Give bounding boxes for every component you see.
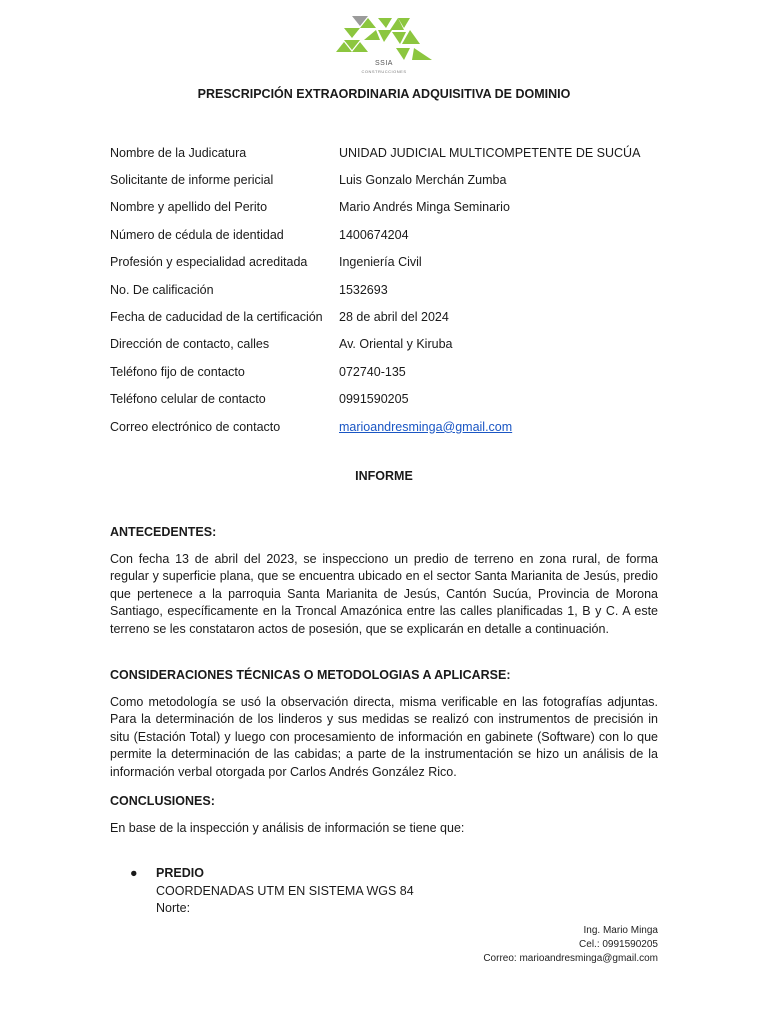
info-label: Nombre y apellido del Perito <box>110 200 268 215</box>
info-label: Nombre de la Judicatura <box>110 145 247 160</box>
info-row <box>110 139 670 166</box>
bullet-icon: ● <box>130 866 138 880</box>
info-row <box>110 303 670 330</box>
consideraciones-heading: CONSIDERACIONES TÉCNICAS O METODOLOGIAS A APLICARSE: <box>110 668 511 682</box>
info-value: 1532693 <box>339 282 388 297</box>
consideraciones-section <box>110 667 658 782</box>
info-value: Luis Gonzalo Merchán Zumba <box>339 173 507 188</box>
info-value: Av. Oriental y Kiruba <box>339 337 453 352</box>
page-footer <box>483 924 658 966</box>
info-label: Teléfono fijo de contacto <box>110 364 245 379</box>
info-label: Número de cédula de identidad <box>110 227 284 242</box>
info-row <box>110 386 670 413</box>
info-row <box>110 194 670 221</box>
info-label: Teléfono celular de contacto <box>110 392 266 407</box>
info-value: 28 de abril del 2024 <box>339 310 449 325</box>
conclusiones-section <box>110 793 658 837</box>
info-value: 0991590205 <box>339 392 409 407</box>
footer-name: Ing. Mario Minga <box>583 925 658 936</box>
info-row <box>110 221 670 248</box>
conclusiones-text: En base de la inspección y análisis de información se tiene que: <box>110 820 465 835</box>
info-value: 072740-135 <box>339 364 406 379</box>
document-title: PRESCRIPCIÓN EXTRAORDINARIA ADQUISITIVA DE DOMINIO <box>197 87 571 101</box>
info-label: No. De calificación <box>110 282 214 297</box>
info-label: Dirección de contacto, calles <box>110 337 270 352</box>
info-label: Fecha de caducidad de la certificación <box>110 310 323 325</box>
info-value: Mario Andrés Minga Seminario <box>339 200 510 215</box>
info-label: Solicitante de informe pericial <box>110 173 274 188</box>
consideraciones-text: Como metodología se usó la observación directa, misma verificable en las fotografías adjuntas. Para la determinación de los linderos y sus medidas se realizó con instrumentos de precisión in situ (Estación Total) y luego con procesamiento de información en gabinete (Software) con lo que permite la determinación de las cabidas; a parte de la instrumentación se hizo un análisis de la información verbal otorgada por Carlos Andrés González Rico. <box>110 694 658 779</box>
footer-email: Correo: marioandresminga@gmail.com <box>483 953 658 964</box>
info-row <box>110 331 670 358</box>
email-link[interactable]: marioandresminga@gmail.com <box>339 419 513 434</box>
logo-subtitle: CONSTRUCCIONES <box>361 69 407 74</box>
logo-name: SSIA <box>375 60 393 67</box>
info-row <box>110 413 670 440</box>
bullet-line: COORDENADAS UTM EN SISTEMA WGS 84 <box>156 883 414 898</box>
info-value: Ingeniería Civil <box>339 255 422 270</box>
info-value: UNIDAD JUDICIAL MULTICOMPETENTE DE SUCÚA <box>339 145 641 160</box>
bullet-line: Norte: <box>156 901 191 916</box>
info-row <box>110 166 670 193</box>
antecedentes-text: Con fecha 13 de abril del 2023, se inspecciono un predio de terreno en zona rural, de forma regular y superficie plana, que se encuentra ubicado en el sector Santa Marianita de Jesús, predio que pertenece a la parroquia Santa Marianita de Jesús, Cantón Sucúa, Provincia de Morona Santiago, específicamente en la Troncal Amazónica entre las calles planificadas 1, B y C. A este terreno se les constataron actos de posesión, que se explicarán en detalle a continuación. <box>110 551 658 636</box>
antecedentes-heading: ANTECEDENTES: <box>110 525 217 539</box>
info-label: Profesión y especialidad acreditada <box>110 255 308 270</box>
info-row <box>110 276 670 303</box>
conclusiones-heading: CONCLUSIONES: <box>110 794 215 808</box>
ssia-logo-icon <box>334 16 434 76</box>
info-table <box>110 139 670 440</box>
info-value: 1400674204 <box>339 227 409 242</box>
bullet-title: PREDIO <box>156 866 204 880</box>
info-row <box>110 249 670 276</box>
footer-phone: Cel.: 0991590205 <box>579 939 658 950</box>
informe-heading: INFORME <box>355 469 413 483</box>
info-row <box>110 358 670 385</box>
info-label: Correo electrónico de contacto <box>110 419 281 434</box>
antecedentes-section <box>110 524 658 639</box>
